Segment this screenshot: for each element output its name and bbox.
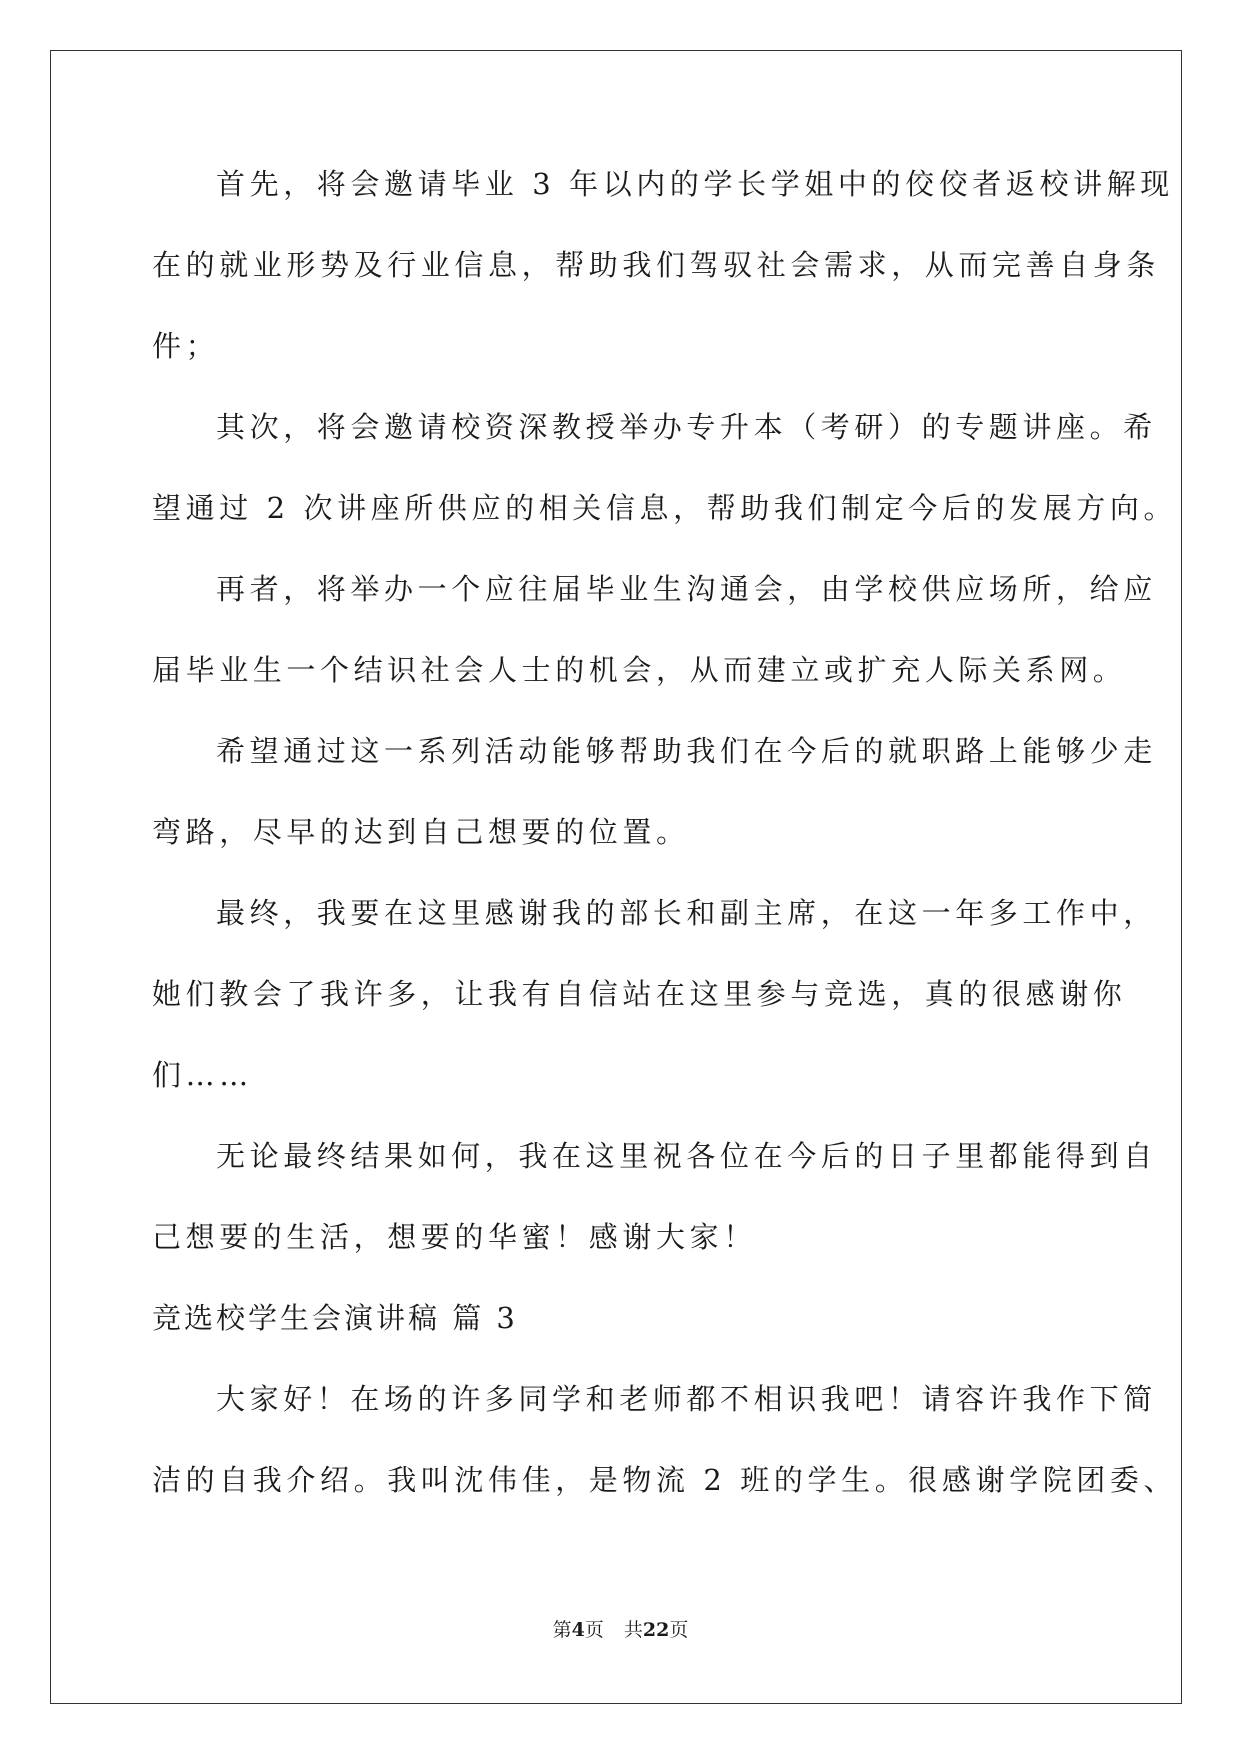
footer-total-suffix: 页	[669, 1619, 689, 1641]
line-1: 首先，将会邀请毕业 3 年以内的学长学姐中的佼佼者返校讲解现	[216, 167, 1174, 201]
line-5: 望通过 2 次讲座所供应的相关信息，帮助我们制定今后的发展方向。	[152, 491, 1178, 525]
section-heading: 竞选校学生会演讲稿 篇 3	[152, 1301, 518, 1335]
line-8: 希望通过这一系列活动能够帮助我们在今后的就职路上能够少走	[216, 734, 1157, 768]
footer-prefix: 第	[552, 1619, 572, 1641]
line-7: 届毕业生一个结识社会人士的机会，从而建立或扩充人际关系网。	[152, 653, 1127, 687]
document-body	[152, 160, 1178, 1537]
line-10: 最终，我要在这里感谢我的部长和副主席，在这一年多工作中，	[216, 896, 1157, 930]
footer-page-suffix: 页	[584, 1619, 604, 1641]
line-12: 们……	[152, 1058, 253, 1092]
footer-total-prefix: 共	[623, 1619, 643, 1641]
line-14: 己想要的生活，想要的华蜜！感谢大家！	[152, 1220, 757, 1254]
line-13: 无论最终结果如何，我在这里祝各位在今后的日子里都能得到自	[216, 1139, 1157, 1173]
line-16: 大家好！在场的许多同学和老师都不相识我吧！请容许我作下简	[216, 1382, 1157, 1416]
footer-page-number: 4	[571, 1619, 585, 1641]
line-11: 她们教会了我许多，让我有自信站在这里参与竞选，真的很感谢你	[152, 977, 1127, 1011]
line-3: 件；	[152, 329, 220, 363]
line-4: 其次，将会邀请校资深教授举办专升本（考研）的专题讲座。希	[216, 410, 1157, 444]
line-17: 洁的自我介绍。我叫沈伟佳，是物流 2 班的学生。很感谢学院团委、	[152, 1463, 1178, 1497]
line-9: 弯路，尽早的达到自己想要的位置。	[152, 815, 690, 849]
footer-total-pages: 22	[642, 1619, 670, 1641]
line-6: 再者，将举办一个应往届毕业生沟通会，由学校供应场所，给应	[216, 572, 1157, 606]
line-2: 在的就业形势及行业信息，帮助我们驾驭社会需求，从而完善自身条	[152, 248, 1161, 282]
page-footer	[0, 1618, 1241, 1642]
